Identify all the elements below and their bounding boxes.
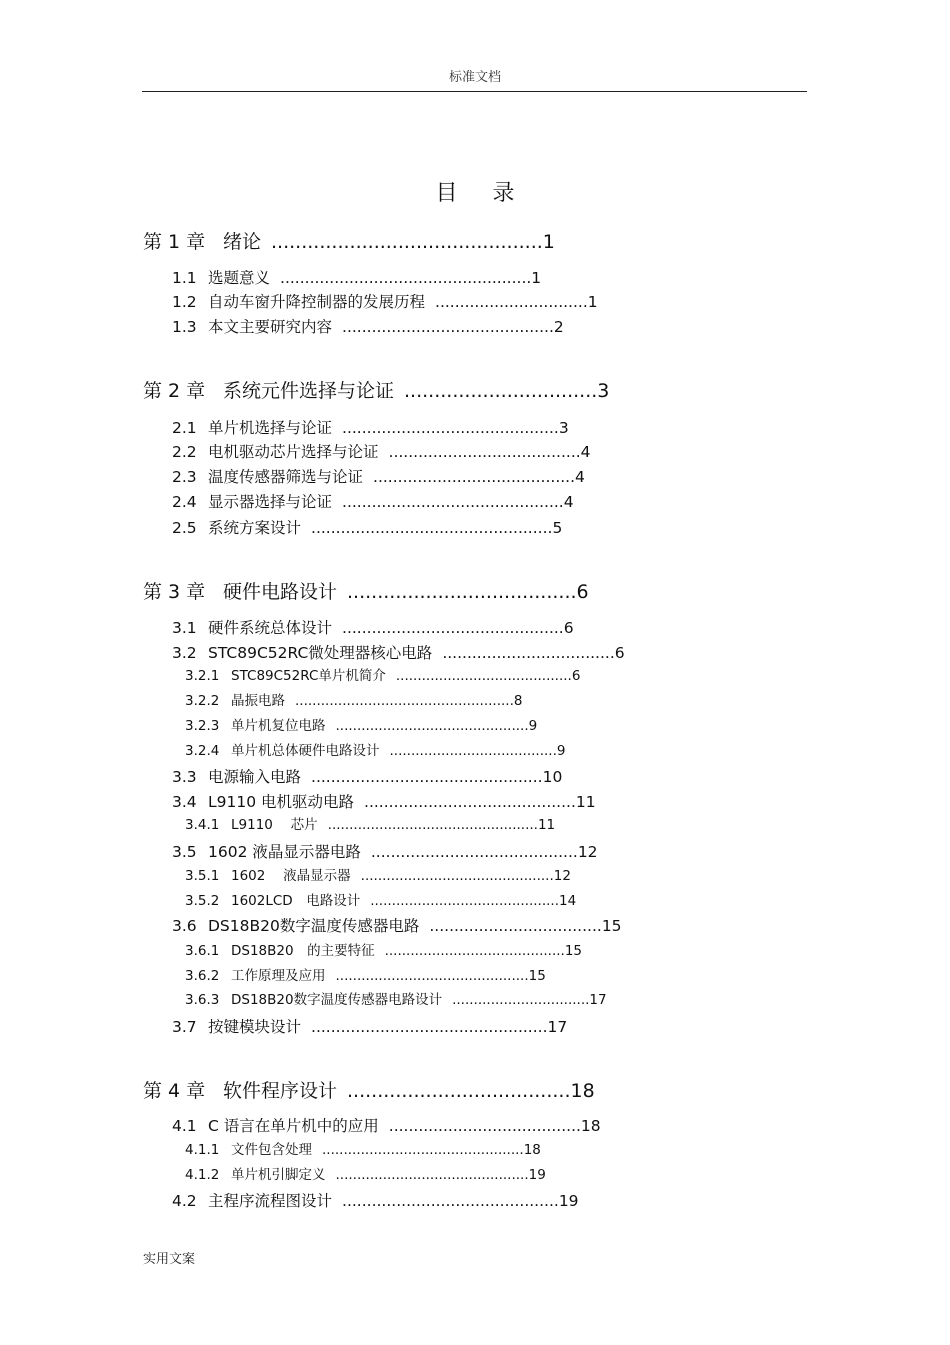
toc-entry-leader: ................................................. [327, 817, 538, 833]
toc-entry[interactable] [143, 583, 589, 602]
toc-entry-leader: ................................ [452, 992, 590, 1008]
toc-entry-number: 1.3 [172, 318, 197, 336]
toc-entry-number: 4.1 [172, 1117, 197, 1135]
toc-entry-title: STC89C52RC单片机简介 [231, 668, 386, 684]
toc-entry[interactable] [172, 919, 622, 935]
toc-entry[interactable] [172, 295, 598, 311]
toc-entry-title: 按键模块设计 [208, 1018, 302, 1036]
toc-entry-number: 3.3 [172, 768, 197, 786]
toc-entry[interactable] [172, 770, 562, 786]
toc-entry-number: 3.2.2 [185, 693, 220, 709]
toc-entry-leader: ................................... [429, 917, 602, 935]
toc-entry-leader: ............................................. [342, 619, 564, 637]
toc-entry-number: 3.6.1 [185, 943, 220, 959]
toc-entry-page: 17 [547, 1018, 568, 1036]
toc-entry[interactable] [172, 1020, 567, 1036]
toc-entry-title: 系统方案设计 [208, 519, 302, 537]
toc-entry-title: 温度传感器筛选与论证 [208, 468, 364, 486]
toc-entry-page: 9 [528, 718, 538, 734]
toc-entry-page: 1 [531, 269, 542, 287]
toc-entry-page: 6 [576, 581, 589, 603]
toc-entry-number: 3.2 [172, 644, 197, 662]
toc-entry-number: 3.5.2 [185, 893, 220, 909]
toc-entry[interactable] [172, 271, 541, 287]
toc-entry-title: DS18B20数字温度传感器电路设计 [231, 992, 443, 1008]
toc-entry-number: 3.5.1 [185, 868, 220, 884]
toc-entry-page: 5 [552, 519, 563, 537]
toc-entry-page: 11 [575, 793, 596, 811]
toc-entry-page: 15 [601, 917, 622, 935]
toc-entry-page: 19 [528, 1167, 546, 1183]
toc-entry-leader: ........................................... [342, 318, 554, 336]
toc-entry-number: 4.1.2 [185, 1167, 220, 1183]
toc-entry[interactable] [185, 720, 537, 734]
toc-entry-title: L9110 芯片 [231, 817, 318, 833]
toc-entry-title: 单片机选择与论证 [208, 419, 333, 437]
toc-entry-leader: ....................................... [389, 743, 557, 759]
toc-entry-page: 14 [559, 893, 577, 909]
toc-entry-number: 3.4.1 [185, 817, 220, 833]
toc-entry-leader: ...................................... [347, 581, 577, 603]
toc-entry-number: 3.1 [172, 619, 197, 637]
toc-entry[interactable] [172, 795, 596, 811]
toc-entry-number: 3.5 [172, 843, 197, 861]
toc-entry-title: 电机驱动芯片选择与论证 [208, 443, 379, 461]
toc-entry-leader: ............................................ [370, 893, 560, 909]
toc-entry-page: 4 [563, 493, 574, 511]
toc-entry-page: 12 [553, 868, 571, 884]
toc-entry-leader: ................................................ [311, 1018, 548, 1036]
toc-entry-title: STC89C52RC微处理器核心电路 [208, 644, 433, 662]
toc-entry-page: 12 [577, 843, 598, 861]
toc-entry-leader: ........................................... [364, 793, 576, 811]
toc-entry-leader: ............................................ [342, 1192, 559, 1210]
toc-entry-page: 18 [523, 1142, 541, 1158]
toc-entry-leader: ..................................... [347, 1080, 571, 1102]
toc-entry-number: 第 4 章 [143, 1080, 206, 1102]
toc-entry-number: 3.6.3 [185, 992, 220, 1008]
toc-entry-title: 1602 液晶显示器电路 [208, 843, 361, 861]
toc-entry[interactable] [172, 1194, 579, 1210]
toc-entry-leader: ............................... [435, 293, 588, 311]
toc-entry-page: 6 [571, 668, 581, 684]
toc-entry-page: 1 [587, 293, 598, 311]
toc-entry[interactable] [185, 819, 555, 833]
toc-entry-page: 15 [564, 943, 583, 959]
toc-entry[interactable] [185, 1144, 541, 1158]
toc-entry[interactable] [172, 521, 562, 537]
toc-entry-number: 2.1 [172, 419, 197, 437]
toc-entry[interactable] [172, 1119, 601, 1135]
toc-entry-leader: ......................................... [373, 468, 576, 486]
toc-entry-leader: ............................................. [360, 868, 554, 884]
toc-entry-leader: ............................................. [335, 968, 529, 984]
toc-entry-number: 1.2 [172, 293, 197, 311]
toc-entry-number: 3.6.2 [185, 968, 220, 984]
toc-entry-leader: ................................................. [311, 519, 553, 537]
toc-entry-number: 2.3 [172, 468, 197, 486]
toc-entry-number: 1.1 [172, 269, 197, 287]
toc-entry-number: 3.7 [172, 1018, 197, 1036]
toc-entry[interactable] [143, 1082, 595, 1101]
toc-entry-leader: ............................................. [335, 718, 529, 734]
toc-entry-leader: ............................................. [342, 493, 564, 511]
toc-entry-leader: .......................................... [384, 943, 565, 959]
toc-entry-leader: ............................................... [311, 768, 543, 786]
toc-entry[interactable] [185, 945, 582, 959]
toc-entry-number: 2.4 [172, 493, 197, 511]
toc-entry-page: 18 [570, 1080, 595, 1102]
toc-entry[interactable] [185, 1169, 546, 1183]
toc-entry-leader: ............................................... [322, 1142, 524, 1158]
toc-entry-page: 18 [580, 1117, 601, 1135]
toc-entry-title: 1602LCD 电路设计 [231, 893, 361, 909]
toc-entry-leader: .......................................... [370, 843, 578, 861]
toc-entry-title: 本文主要研究内容 [208, 318, 333, 336]
toc-entry[interactable] [185, 670, 580, 684]
page-header: 标准文档 [448, 70, 501, 85]
toc-entry[interactable] [172, 845, 598, 861]
toc-entry-number: 第 2 章 [143, 380, 206, 402]
toc-entry-page: 1 [542, 231, 555, 253]
toc-entry[interactable] [172, 495, 574, 511]
toc-entry-title: 显示器选择与论证 [208, 493, 333, 511]
toc-entry-title: 文件包含处理 [231, 1142, 312, 1158]
toc-entry-title: 单片机引脚定义 [231, 1167, 326, 1183]
toc-entry[interactable] [185, 994, 607, 1008]
toc-title: 目 录 [435, 181, 529, 206]
toc-entry[interactable] [172, 320, 564, 336]
toc-entry[interactable] [185, 695, 522, 709]
toc-entry-leader: ....................................... [388, 1117, 581, 1135]
toc-entry-leader: ................................................... [295, 693, 514, 709]
toc-entry-title: DS18B20数字温度传感器电路 [208, 917, 420, 935]
toc-entry-title: C 语言在单片机中的应用 [208, 1117, 379, 1135]
toc-entry-page: 19 [558, 1192, 579, 1210]
toc-entry-number: 3.4 [172, 793, 197, 811]
toc-entry-leader: ................................ [404, 380, 598, 402]
toc-entry-page: 4 [580, 443, 591, 461]
toc-entry-title: 选题意义 [208, 269, 271, 287]
toc-entry-title: 软件程序设计 [223, 1080, 338, 1102]
toc-entry-page: 11 [537, 817, 556, 833]
toc-entry-page: 17 [589, 992, 607, 1008]
toc-entry-page: 9 [556, 743, 566, 759]
toc-entry[interactable] [185, 970, 546, 984]
toc-entry[interactable] [185, 895, 576, 909]
toc-entry-leader: ............................................ [342, 419, 559, 437]
toc-entry-leader: ............................................. [335, 1167, 529, 1183]
toc-entry-title: 硬件系统总体设计 [208, 619, 333, 637]
toc-entry-number: 2.5 [172, 519, 197, 537]
toc-entry[interactable] [143, 382, 609, 401]
toc-entry-title: 单片机复位电路 [231, 718, 326, 734]
toc-entry[interactable] [172, 445, 591, 461]
toc-entry-number: 3.2.4 [185, 743, 220, 759]
toc-entry-leader: ......................................... [395, 668, 572, 684]
toc-entry-title: 系统元件选择与论证 [223, 380, 395, 402]
toc-entry-number: 3.2.3 [185, 718, 220, 734]
toc-entry-page: 6 [614, 644, 625, 662]
toc-entry[interactable] [185, 870, 571, 884]
toc-entry-leader: ............................................. [271, 231, 543, 253]
toc-entry[interactable] [172, 421, 569, 437]
toc-entry-title: DS18B20 的主要特征 [231, 943, 375, 959]
toc-entry-title: 1602 液晶显示器 [231, 868, 351, 884]
toc-entry-number: 2.2 [172, 443, 197, 461]
toc-entry[interactable] [143, 233, 555, 252]
toc-entry-page: 15 [528, 968, 546, 984]
toc-entry[interactable] [172, 621, 574, 637]
toc-entry[interactable] [172, 470, 585, 486]
page-footer: 实用文案 [143, 1252, 196, 1267]
toc-entry-title: 电源输入电路 [208, 768, 302, 786]
toc-entry-page: 10 [542, 768, 563, 786]
toc-entry-title: 主程序流程图设计 [208, 1192, 333, 1210]
toc-entry[interactable] [172, 646, 625, 662]
toc-entry-page: 2 [553, 318, 564, 336]
toc-entry-title: 单片机总体硬件电路设计 [231, 743, 380, 759]
toc-entry-title: 晶振电路 [231, 693, 285, 709]
toc-entry-title: 自动车窗升降控制器的发展历程 [208, 293, 426, 311]
toc-entry[interactable] [185, 745, 565, 759]
toc-entry-leader: ....................................... [388, 443, 581, 461]
toc-entry-number: 第 3 章 [143, 581, 206, 603]
toc-entry-number: 3.2.1 [185, 668, 220, 684]
toc-entry-title: 硬件电路设计 [223, 581, 338, 603]
toc-entry-number: 3.6 [172, 917, 197, 935]
toc-entry-page: 6 [563, 619, 574, 637]
toc-entry-title: L9110 电机驱动电路 [208, 793, 355, 811]
toc-entry-page: 3 [558, 419, 569, 437]
toc-entry-title: 工作原理及应用 [231, 968, 326, 984]
toc-entry-leader: ................................... [442, 644, 615, 662]
toc-entry-leader: ................................................... [280, 269, 532, 287]
toc-entry-page: 3 [597, 380, 610, 402]
toc-entry-number: 4.1.1 [185, 1142, 220, 1158]
toc-entry-number: 4.2 [172, 1192, 197, 1210]
toc-entry-title: 绪论 [223, 231, 262, 253]
toc-entry-number: 第 1 章 [143, 231, 206, 253]
toc-entry-page: 4 [575, 468, 585, 486]
toc-entry-page: 8 [513, 693, 523, 709]
